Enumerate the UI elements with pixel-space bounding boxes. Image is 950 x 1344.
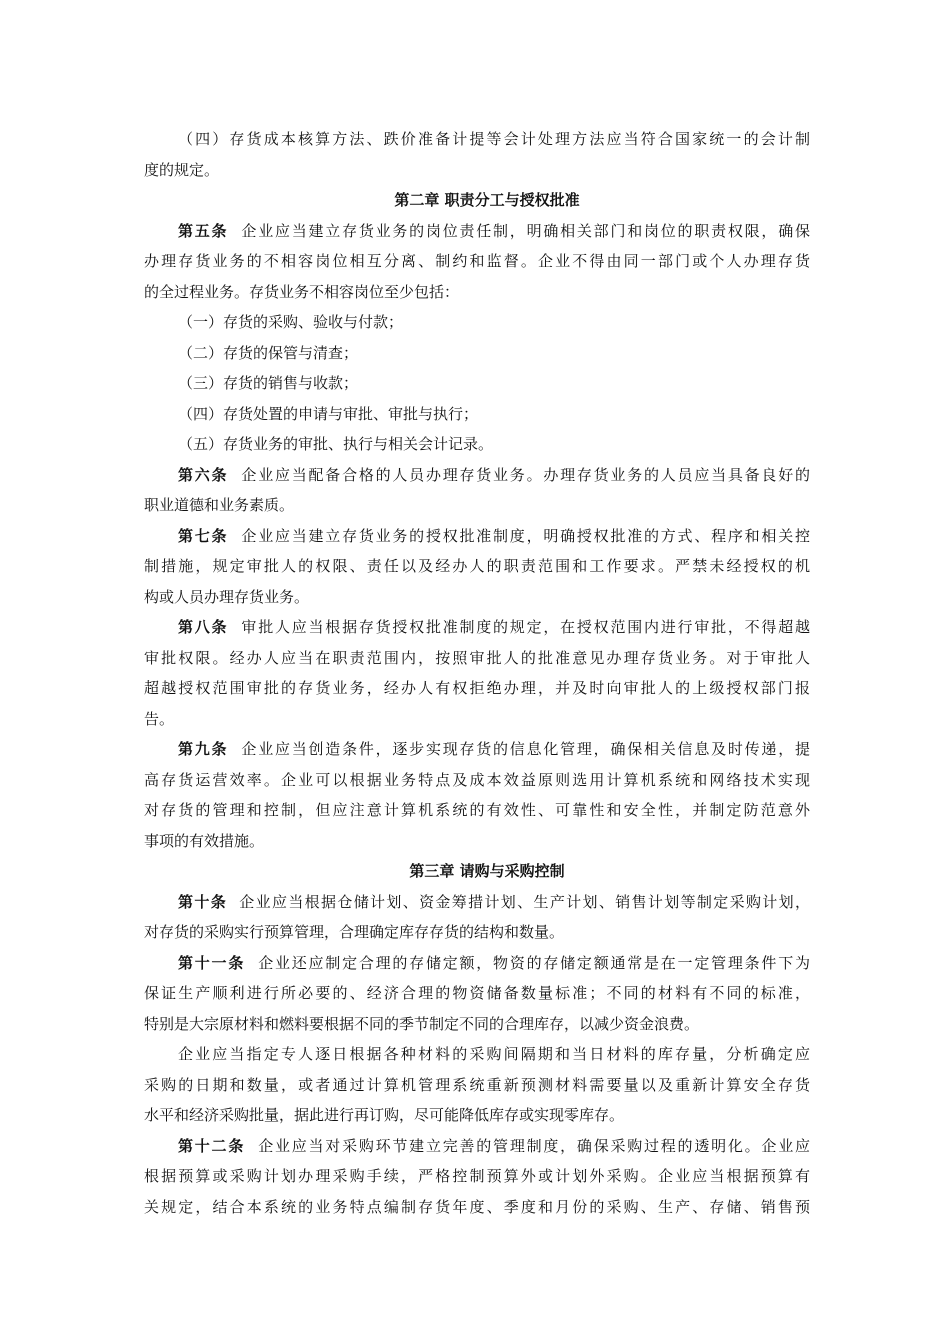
article-line: 第七条 企业应当建立存货业务的授权批准制度，明确授权批准的方式、程序和相关控 [178, 526, 810, 545]
document-body [144, 124, 810, 1222]
paragraph-line: 超越授权范围审批的存货业务，经办人有权拒绝办理，并及时向审批人的上级授权部门报 [144, 679, 810, 697]
paragraph-line: 告。 [144, 709, 175, 728]
list-item: （四）存货处置的申请与审批、审批与执行； [178, 404, 479, 423]
article-number: 第七条 [178, 526, 229, 545]
paragraph-line: （四）存货成本核算方法、跌价准备计提等会计处理方法应当符合国家统一的会计制 [178, 130, 810, 148]
paragraph-line: 高存货运营效率。企业可以根据业务特点及成本效益原则选用计算机系统和网络技术实现 [144, 770, 810, 789]
article-line: 第十二条 企业应当对采购环节建立完善的管理制度，确保采购过程的透明化。企业应 [178, 1136, 810, 1155]
list-item: （二）存货的保管与清查； [178, 343, 359, 362]
article-line: 第五条 企业应当建立存货业务的岗位责任制，明确相关部门和岗位的职责权限，确保 [178, 221, 810, 240]
article-number: 第十二条 [178, 1136, 246, 1155]
article-number: 第八条 [178, 618, 229, 636]
paragraph-line: 保证生产顺利进行所必要的、经济合理的物资储备数量标准；不同的材料有不同的标准， [144, 984, 810, 1002]
paragraph-line: 特别是大宗原材料和燃料要根据不同的季节制定不同的合理库存，以减少资金浪费。 [144, 1014, 700, 1033]
article-number: 第六条 [178, 465, 229, 484]
paragraph-line: 企业应当指定专人逐日根据各种材料的采购间隔期和当日材料的库存量，分析确定应 [178, 1045, 810, 1063]
paragraph-line: 的全过程业务。存货业务不相容岗位至少包括： [144, 282, 460, 301]
article-line: 第十一条 企业还应制定合理的存储定额，物资的存储定额通常是在一定管理条件下为 [178, 953, 810, 972]
article-number: 第十条 [178, 892, 228, 911]
paragraph-line: 水平和经济采购批量，据此进行再订购，尽可能降低库存或实现零库存。 [144, 1106, 625, 1124]
article-line: 第六条 企业应当配备合格的人员办理存货业务。办理存货业务的人员应当具备良好的 [178, 465, 810, 484]
paragraph-line: 审批权限。经办人应当在职责范围内，按照审批人的批准意见办理存货业务。对于审批人 [144, 648, 810, 667]
chapter-heading: 第三章 请购与采购控制 [409, 862, 565, 880]
list-item: （一）存货的采购、验收与付款； [178, 313, 404, 331]
paragraph-line: 采购的日期和数量，或者通过计算机管理系统重新预测材料需要量以及重新计算安全存货 [144, 1075, 810, 1094]
paragraph-line: 办理存货业务的不相容岗位相互分离、制约和监督。企业不得由同一部门或个人办理存货 [144, 252, 810, 270]
article-number: 第十一条 [178, 953, 246, 972]
list-item: （三）存货的销售与收款； [178, 374, 359, 392]
article-line: 第十条 企业应当根据仓储计划、资金筹措计划、生产计划、销售计划等制定采购计划， [178, 892, 810, 911]
paragraph-line: 制措施，规定审批人的权限、责任以及经办人的职责范围和工作要求。严禁未经授权的机 [144, 557, 810, 575]
paragraph-line: 度的规定。 [144, 160, 220, 179]
paragraph-line: 关规定，结合本系统的业务特点编制存货年度、季度和月份的采购、生产、存储、销售预 [144, 1197, 810, 1216]
chapter-heading: 第二章 职责分工与授权批准 [394, 191, 580, 209]
list-item: （五）存货业务的审批、执行与相关会计记录。 [178, 435, 494, 453]
article-line: 第九条 企业应当创造条件，逐步实现存货的信息化管理，确保相关信息及时传递，提 [178, 740, 810, 758]
paragraph-line: 对存货的采购实行预算管理，合理确定库存存货的结构和数量。 [144, 923, 565, 941]
paragraph-line: 构或人员办理存货业务。 [144, 587, 310, 606]
paragraph-line: 职业道德和业务素质。 [144, 496, 295, 514]
paragraph-line: 事项的有效措施。 [144, 831, 265, 850]
paragraph-line: 对存货的管理和控制，但应注意计算机系统的有效性、可靠性和安全性，并制定防范意外 [144, 801, 810, 819]
article-number: 第九条 [178, 740, 229, 758]
article-number: 第五条 [178, 221, 229, 240]
paragraph-line: 根据预算或采购计划办理采购手续，严格控制预算外或计划外采购。企业应当根据预算有 [144, 1167, 810, 1185]
article-line: 第八条 审批人应当根据存货授权批准制度的规定，在授权范围内进行审批，不得超越 [178, 618, 810, 636]
